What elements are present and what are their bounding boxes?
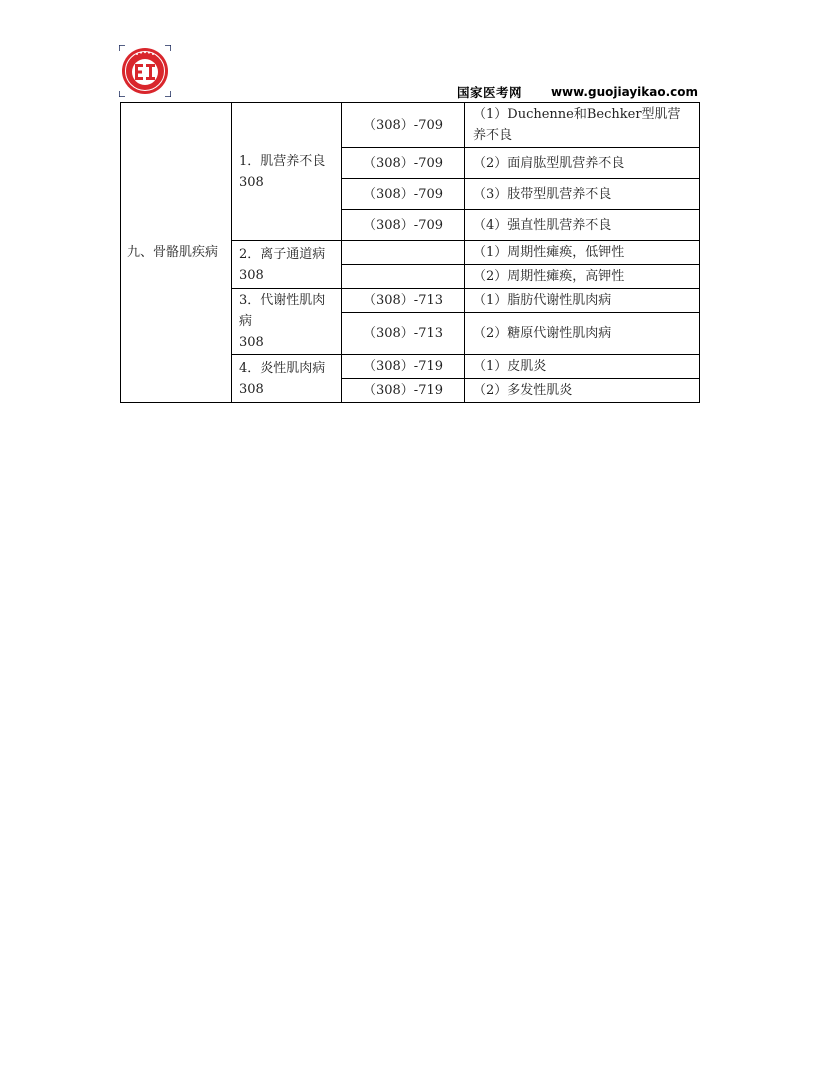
subcategory-code: 308 [239,335,264,350]
reference-cell [342,265,465,289]
logo-emblem-icon [119,45,171,97]
subcategory-title: 2．离子通道病 [239,246,326,262]
category-cell: 九、骨骼肌疾病 [121,103,232,403]
reference-cell: （308）-719 [342,379,465,403]
reference-cell: （308）-713 [342,289,465,313]
item-cell: （2）周期性瘫痪，高钾性 [465,265,700,289]
subcategory-code: 308 [239,381,264,397]
syllabus-table [120,102,700,403]
item-cell: （1）周期性瘫痪，低钾性 [465,241,700,265]
subcategory-cell [232,355,342,403]
reference-cell: （308）-709 [342,210,465,241]
reference-cell: （308）-713 [342,313,465,355]
item-cell: （2）多发性肌炎 [465,379,700,403]
item-cell: （4）强直性肌营养不良 [465,210,700,241]
site-logo [119,45,171,97]
subcategory-title: 4．炎性肌肉病 [239,360,326,376]
item-cell: （2）面肩肱型肌营养不良 [465,148,700,179]
reference-cell [342,241,465,265]
subcategory-cell [232,103,342,241]
subcategory-code: 308 [239,174,264,190]
subcategory-title: 3．代谢性肌肉病 [239,293,326,329]
reference-cell: （308）-709 [342,103,465,148]
subcategory-cell [232,289,342,355]
subcategory-title: 1．肌营养不良 [239,153,326,169]
page-header [457,84,698,100]
reference-cell: （308）-709 [342,148,465,179]
site-name: 国家医考网 [457,85,523,100]
subcategory-cell [232,241,342,289]
reference-cell: （308）-709 [342,179,465,210]
item-cell: （1）Duchenne和Bechker型肌营养不良 [465,103,700,148]
item-cell: （1）脂肪代谢性肌肉病 [465,289,700,313]
reference-cell: （308）-719 [342,355,465,379]
item-cell: （3）肢带型肌营养不良 [465,179,700,210]
subcategory-code: 308 [239,267,264,283]
site-url: www.guojiayikao.com [550,85,698,99]
item-cell: （2）糖原代谢性肌肉病 [465,313,700,355]
table-row [121,103,700,148]
item-cell: （1）皮肌炎 [465,355,700,379]
